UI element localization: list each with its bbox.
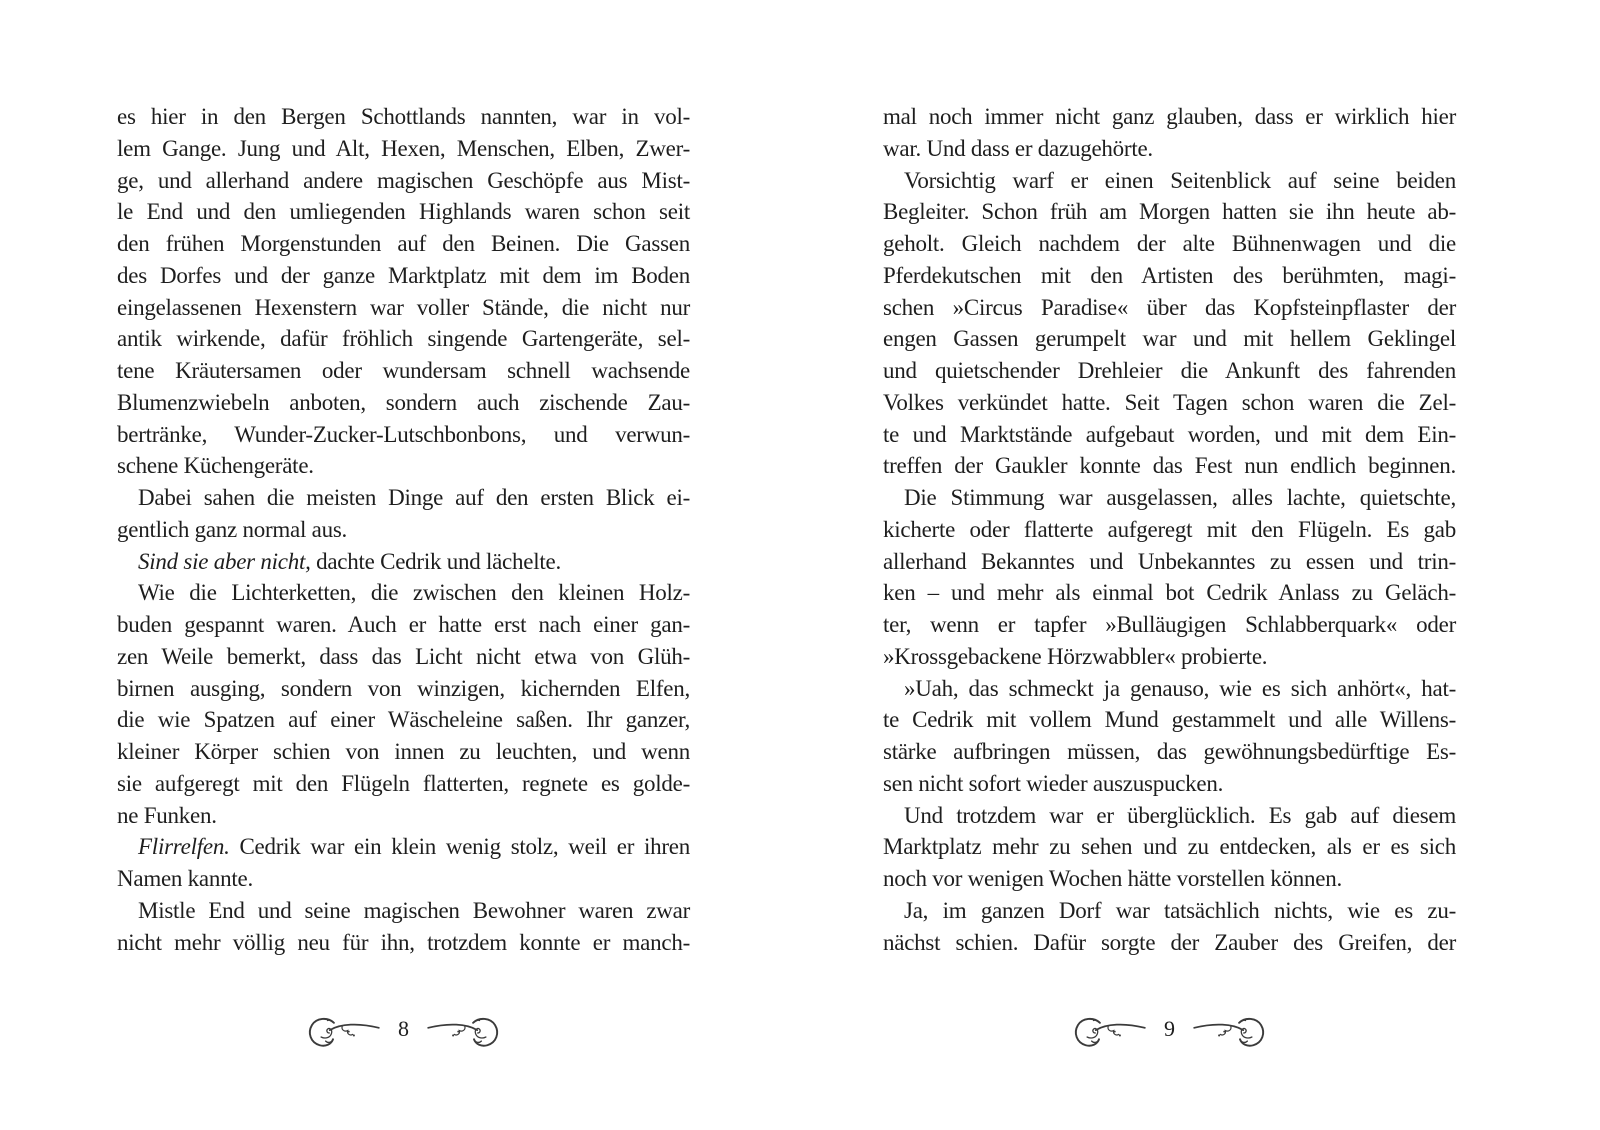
text-run: birnen ausging, sondern von winzigen, kichernden Elfen,: [117, 675, 690, 701]
text-line: [117, 450, 690, 482]
text-run: nicht mehr völlig neu für ihn, trotzdem konnte er manch-: [117, 929, 690, 955]
text-run: Sind sie aber nicht,: [138, 548, 311, 574]
paragraph: [117, 546, 690, 578]
text-line: [117, 419, 690, 451]
paragraph: [883, 482, 1456, 673]
text-line: [883, 514, 1456, 546]
page-number: 9: [1164, 1016, 1175, 1041]
text-run: lem Gange. Jung und Alt, Hexen, Menschen, Elben, Zwer-: [117, 135, 690, 161]
text-run: geholt. Gleich nachdem der alte Bühnenwagen und die: [883, 231, 1456, 256]
text-line: [117, 673, 690, 705]
text-run: Volkes verkündet hatte. Seit Tagen schon waren die Zel-: [883, 389, 1456, 415]
text-run: nächst schien. Dafür sorgte der Zauber des Greifen, der: [883, 929, 1456, 955]
text-run: schene Küchengeräte.: [117, 453, 314, 479]
text-run: schen »Circus Paradise« über das Kopfsteinpflaster der: [883, 294, 1456, 320]
text-line: [117, 355, 690, 387]
text-run: Pferdekutschen mit den Artisten des berühmten, magi-: [883, 262, 1456, 288]
text-line: [117, 736, 690, 768]
text-line: [117, 768, 690, 800]
text-line: [117, 482, 690, 514]
text-run: sen nicht sofort wieder auszuspucken.: [883, 770, 1224, 796]
text-run: mal noch immer nicht ganz glauben, dass er wirklich hier: [883, 104, 1456, 129]
text-line: [117, 323, 690, 355]
text-run: tene Kräutersamen oder wundersam schnell wachsende: [117, 358, 690, 383]
text-run: Namen kannte.: [117, 866, 253, 891]
text-run: Die Stimmung war ausgelassen, alles lachte, quietschte,: [904, 485, 1456, 510]
flourish-right-icon: [426, 1015, 500, 1048]
text-run: te und Marktstände aufgebaut worden, und mit dem Ein-: [883, 421, 1456, 447]
text-run: Cedrik war ein klein wenig stolz, weil er ihren: [229, 834, 690, 860]
text-line: [117, 800, 690, 832]
text-line: [883, 800, 1456, 832]
page-number: 8: [398, 1016, 409, 1041]
paragraph: [883, 165, 1456, 483]
paragraph: [117, 831, 690, 895]
text-run: kleiner Körper schien von innen zu leuchten, und wenn: [117, 739, 690, 764]
text-run: ter, wenn er tapfer »Bulläugigen Schlabberquark« oder: [883, 612, 1456, 637]
text-run: bertränke, Wunder-Zucker-Lutschbonbons, und verwun-: [117, 421, 690, 447]
text-line: [117, 641, 690, 673]
text-line: [883, 577, 1456, 609]
text-line: [117, 260, 690, 292]
text-run: Begleiter. Schon früh am Morgen hatten sie ihn heute ab-: [883, 199, 1456, 225]
text-run: des Dorfes und der ganze Marktplatz mit dem im Boden: [117, 262, 690, 288]
flourish-right-icon: [1192, 1015, 1266, 1048]
text-line: [117, 514, 690, 546]
text-run: Vorsichtig warf er einen Seitenblick auf seine beiden: [904, 167, 1456, 193]
text-line: [883, 863, 1456, 895]
paragraph: [883, 673, 1456, 800]
text-run: sie aufgeregt mit den Flügeln flatterten, regnete es golde-: [117, 770, 690, 796]
text-line: [117, 577, 690, 609]
text-run: und quietschender Drehleier die Ankunft des fahrenden: [883, 358, 1456, 383]
text-line: [883, 292, 1456, 324]
text-line: [117, 927, 690, 959]
text-line: [883, 419, 1456, 451]
text-run: gentlich ganz normal aus.: [117, 516, 348, 542]
text-line: [883, 101, 1456, 133]
text-line: [117, 196, 690, 228]
text-line: [883, 895, 1456, 927]
text-run: ken – und mehr als einmal bot Cedrik Anlass zu Geläch-: [883, 580, 1456, 606]
text-run: eingelassenen Hexenstern war voller Stände, die nicht nur: [117, 294, 690, 320]
text-line: [883, 609, 1456, 641]
text-line: [117, 609, 690, 641]
text-line: [117, 546, 690, 578]
text-run: te Cedrik mit vollem Mund gestammelt und alle Willens-: [883, 707, 1456, 733]
text-run: es hier in den Bergen Schottlands nannten, war in vol-: [117, 104, 690, 129]
page-right-footer: [883, 1006, 1456, 1056]
text-run: antik wirkende, dafür fröhlich singende Gartengeräte, sel-: [117, 326, 690, 352]
text-line: [883, 927, 1456, 959]
text-line: [883, 196, 1456, 228]
text-line: [883, 641, 1456, 673]
text-line: [117, 704, 690, 736]
paragraph: [117, 101, 690, 482]
text-run: treffen der Gaukler konnte das Fest nun endlich beginnen.: [883, 453, 1456, 479]
page-left-footer: [117, 1006, 690, 1056]
text-line: [883, 831, 1456, 863]
text-run: noch vor wenigen Wochen hätte vorstellen können.: [883, 866, 1343, 891]
text-line: [117, 387, 690, 419]
page-left-text: [117, 101, 690, 958]
text-run: war. Und dass er dazugehörte.: [883, 135, 1153, 161]
page-right: [883, 0, 1456, 1130]
text-run: »Uah, das schmeckt ja genauso, wie es sich anhört«, hat-: [904, 675, 1456, 701]
text-run: Ja, im ganzen Dorf war tatsächlich nichts, wie es zu-: [904, 897, 1456, 923]
text-run: kicherte oder flatterte aufgeregt mit den Flügeln. Es gab: [883, 516, 1456, 542]
text-line: [883, 736, 1456, 768]
text-run: dachte Cedrik und lächelte.: [310, 548, 561, 574]
text-line: [117, 228, 690, 260]
text-run: Dabei sahen die meisten Dinge auf den ersten Blick ei-: [138, 485, 690, 510]
text-run: Und trotzdem war er überglücklich. Es gab auf diesem: [904, 802, 1456, 828]
text-line: [883, 482, 1456, 514]
text-line: [117, 863, 690, 895]
text-line: [883, 768, 1456, 800]
text-line: [117, 895, 690, 927]
text-line: [883, 673, 1456, 705]
page-left: [117, 0, 690, 1130]
text-run: Blumenzwiebeln anboten, sondern auch zischende Zau-: [117, 389, 690, 415]
text-line: [117, 831, 690, 863]
text-line: [883, 133, 1456, 165]
flourish-left-icon: [1073, 1015, 1147, 1048]
text-run: zen Weile bemerkt, dass das Licht nicht etwa von Glüh-: [117, 643, 690, 669]
text-line: [117, 292, 690, 324]
text-line: [883, 387, 1456, 419]
text-run: engen Gassen gerumpelt war und mit hellem Geklingel: [883, 326, 1456, 352]
paragraph: [117, 482, 690, 546]
text-run: buden gespannt waren. Auch er hatte erst nach einer gan-: [117, 612, 690, 637]
paragraph: [117, 895, 690, 959]
paragraph: [883, 800, 1456, 895]
text-run: Marktplatz mehr zu sehen und zu entdecken, als er es sich: [883, 834, 1456, 860]
text-line: [883, 355, 1456, 387]
text-line: [117, 133, 690, 165]
text-run: le End und den umliegenden Highlands waren schon seit: [117, 199, 690, 225]
text-line: [883, 260, 1456, 292]
page-right-text: [883, 101, 1456, 958]
text-run: ne Funken.: [117, 802, 217, 828]
text-run: Mistle End und seine magischen Bewohner waren zwar: [138, 897, 690, 923]
text-run: den frühen Morgenstunden auf den Beinen. Die Gassen: [117, 231, 690, 256]
text-line: [883, 450, 1456, 482]
paragraph: [883, 101, 1456, 165]
text-line: [117, 165, 690, 197]
text-run: Flirrelfen.: [138, 834, 230, 860]
text-run: »Krossgebackene Hörzwabbler« probierte.: [883, 643, 1268, 669]
text-line: [117, 101, 690, 133]
text-run: allerhand Bekanntes und Unbekanntes zu essen und trin-: [883, 548, 1456, 574]
text-run: stärke aufbringen müssen, das gewöhnungsbedürftige Es-: [883, 739, 1456, 764]
paragraph: [883, 895, 1456, 959]
text-run: ge, und allerhand andere magischen Geschöpfe aus Mist-: [117, 167, 690, 193]
text-run: Wie die Lichterketten, die zwischen den kleinen Holz-: [138, 580, 690, 606]
flourish-left-icon: [307, 1015, 381, 1048]
text-line: [883, 165, 1456, 197]
text-run: die wie Spatzen auf einer Wäscheleine saßen. Ihr ganzer,: [117, 707, 690, 733]
text-line: [883, 704, 1456, 736]
text-line: [883, 323, 1456, 355]
paragraph: [117, 577, 690, 831]
text-line: [883, 546, 1456, 578]
text-line: [883, 228, 1456, 260]
